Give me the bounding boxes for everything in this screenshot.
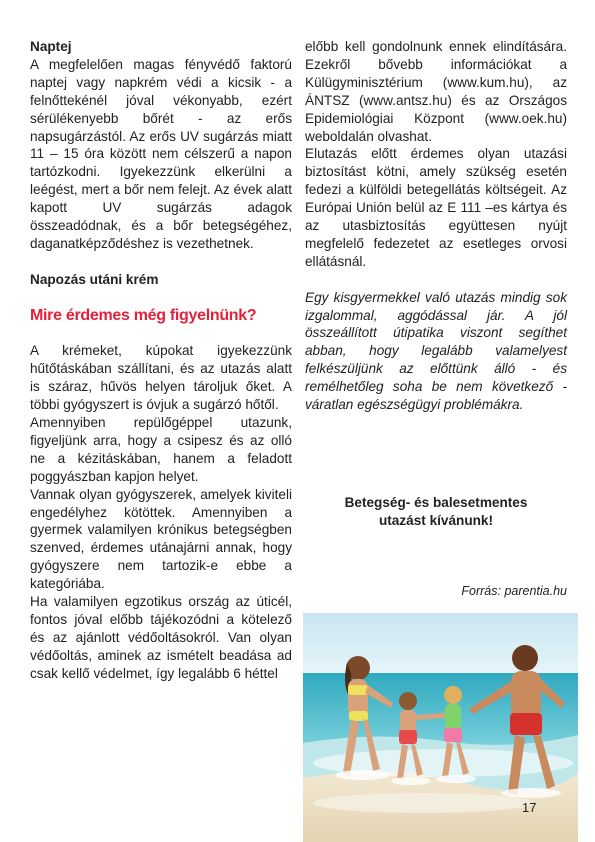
paragraph-storage: A krémeket, kúpokat igyekezzünk hűtőtáskában szállítani, és az utazás alatt is száraz, hűvös helyen tároljuk őket. A többi gyógyszert is óvjuk a sugárzó hőtől. [30, 343, 292, 413]
naptej-heading: Naptej [30, 39, 72, 54]
beach-family-photo [303, 613, 578, 842]
paragraph-vaccination: Ha valamilyen egzotikus ország az úticél, fontos jóval előbb tájékozódni a kötelező és az ajánlott védőoltásokról. Van olyan védőoltás, aminek az ismételt beadása ad csak kellő védelmet, így legalább 6 héttel [30, 594, 292, 681]
section-heading: Mire érdemes még figyelnünk? [30, 306, 257, 324]
beach-family-illustration [303, 613, 578, 842]
wish-line-1: Betegség- és balesetmentes [344, 495, 528, 510]
paragraph-airplane: Amennyiben repülőgéppel utazunk, figyeljünk arra, hogy a csipesz és az olló ne a kézitáskában, hanem a feladott poggyászban kapjon helyet. [30, 414, 292, 484]
naptej-text: A megfelelően magas fényvédő faktorú naptej vagy napkrém védi a kicsik - a felnőttekénél jóval vékonyabb, ezért sérülékenyebb bőrét - az erős napsugárzástól. Az erős UV sugárzás miatt 11 – 15 óra között nem célszerű a napon tartózkodni. Igyekezzünk elkerülni a leégést, mert a bőr nem felejt. Az évek alatt kapott UV sugárzás adagok összeadódnak, és a bőr betegségéhez, daganatképződéshez is vezethetnek. [30, 56, 292, 251]
left-column [30, 38, 292, 683]
paragraph-information: előbb kell gondolnunk ennek elindítására. Ezekről bővebb információkat a Külügyminisztérium (www.kum.hu), az ÁNTSZ (www.antsz.hu) és az Országos Epidemiológiai Központ (www.oek.hu) weboldalán olvashat. [305, 39, 567, 144]
napozas-heading: Napozás utáni krém [30, 271, 159, 287]
paragraph-insurance: Elutazás előtt érdemes olyan utazási biztosítást kötni, amely szükség esetén fedezi a külföldi betegellátás költségeit. Az Európai Unión belül az E 111 –es kártya és az utasbiztosítás együttesen nyújt megfelelő fedezetet az esetleges orvosi ellátásnál. [305, 146, 567, 269]
source-credit: Forrás: parentia.hu [461, 584, 567, 598]
paragraph-permits: Vannak olyan gyógyszerek, amelyek kiviteli engedélyhez kötöttek. Amennyiben a gyermek valamilyen krónikus betegségben szenved, érdemes utánajárni annak, hogy gyógyszere nem tartozik-e ebbe a kategóriába. [30, 486, 292, 592]
right-column [305, 38, 567, 414]
paragraph-conclusion: Egy kisgyermekkel való utazás mindig sok izgalommal, aggódással jár. A jól összeállított útipatika viszont segíthet abban, hogy legalább valamelyest felkészüljünk az előttünk álló - és remélhetőleg soha be nem következő - váratlan egészségügyi problémákra. [305, 289, 567, 413]
wish-line-2: utazást kívánunk! [378, 513, 494, 528]
wish-text [305, 494, 567, 530]
page-number: 17 [522, 800, 537, 815]
